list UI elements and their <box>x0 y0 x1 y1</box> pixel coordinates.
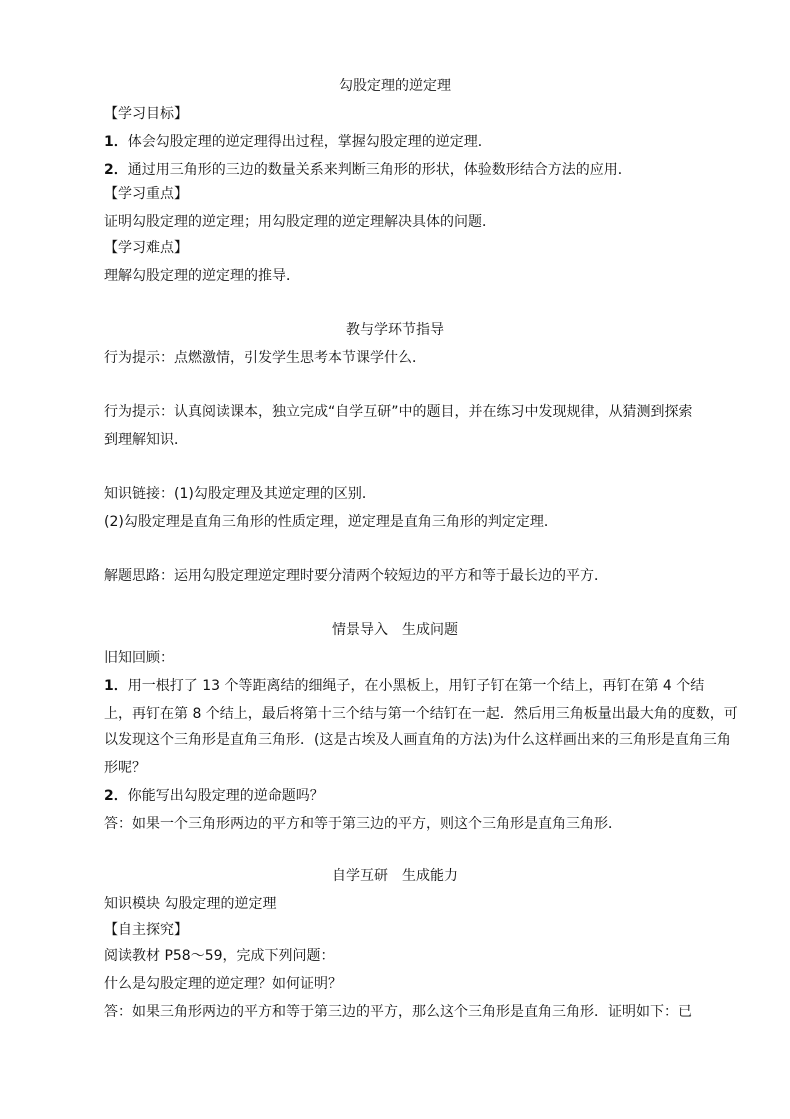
difficulty-text: 理解勾股定理的逆定理的推导． <box>104 268 300 284</box>
hint-2-line-2: 到理解知识． <box>104 432 188 448</box>
question-1-line-1 <box>104 676 704 696</box>
hint-1: 行为提示：点燃激情，引发学生思考本节课学什么． <box>104 350 426 366</box>
goal-2 <box>104 160 632 180</box>
answer-2: 答：如果一个三角形两边的平方和等于第三边的平方，则这个三角形是直角三角形． <box>104 816 622 832</box>
question-2-text: 你能写出勾股定理的逆命题吗？ <box>127 788 324 804</box>
question-1-line-3: 以发现这个三角形是直角三角形．(这是古埃及人画直角的方法)为什么这样画出来的三角形是直角三角 <box>104 732 731 748</box>
focus-text: 证明勾股定理的逆定理；用勾股定理的逆定理解决具体的问题． <box>104 214 496 230</box>
goals-label: 【学习目标】 <box>104 106 188 122</box>
goal-2-number: 2． <box>104 162 128 178</box>
section-title-intro: 情景导入 生成问题 <box>332 622 458 638</box>
question-1-line-2: 上，再钉在第 8 个结上，最后将第十三个结与第一个结钉在一起．然后用三角板量出最大角的度数，可 <box>104 706 738 722</box>
difficulty-label: 【学习难点】 <box>104 240 188 256</box>
page-title: 勾股定理的逆定理 <box>339 78 451 94</box>
question-1-line-4: 形呢？ <box>104 760 146 776</box>
goal-1-text: 体会勾股定理的逆定理得出过程，掌握勾股定理的逆定理． <box>127 134 492 150</box>
question-1-number: 1． <box>104 678 128 694</box>
goal-2-text: 通过用三角形的三边的数量关系来判断三角形的形状，体验数形结合方法的应用． <box>127 162 632 178</box>
solving-hint: 解题思路：运用勾股定理逆定理时要分清两个较短边的平方和等于最长边的平方． <box>104 568 608 584</box>
question-2 <box>104 786 324 806</box>
answer-converse: 答：如果三角形两边的平方和等于第三边的平方，那么这个三角形是直角三角形．证明如下：已 <box>104 1004 692 1020</box>
reading-instruction: 阅读教材 P58～59，完成下列问题： <box>104 948 335 964</box>
question-converse: 什么是勾股定理的逆定理？如何证明？ <box>104 976 342 992</box>
hint-2-line-1: 行为提示：认真阅读课本，独立完成“自学互研”中的题目，并在练习中发现规律，从猜测到探索 <box>104 404 693 420</box>
knowledge-module: 知识模块 勾股定理的逆定理 <box>104 896 277 912</box>
question-1-text: 用一根打了 13 个等距离结的细绳子，在小黑板上，用钉子钉在第一个结上，再钉在第 4 个结 <box>127 678 705 694</box>
goal-1 <box>104 132 492 152</box>
focus-label: 【学习重点】 <box>104 186 188 202</box>
goal-1-number: 1． <box>104 134 128 150</box>
question-2-number: 2． <box>104 788 128 804</box>
section-title-guidance: 教与学环节指导 <box>346 322 444 338</box>
knowledge-link-1: 知识链接：(1)勾股定理及其逆定理的区别． <box>104 486 376 502</box>
section-title-self-study: 自学互研 生成能力 <box>332 868 458 884</box>
review-label: 旧知回顾： <box>104 650 174 666</box>
explore-label: 【自主探究】 <box>104 922 188 938</box>
knowledge-link-2: (2)勾股定理是直角三角形的性质定理，逆定理是直角三角形的判定定理． <box>104 514 558 530</box>
